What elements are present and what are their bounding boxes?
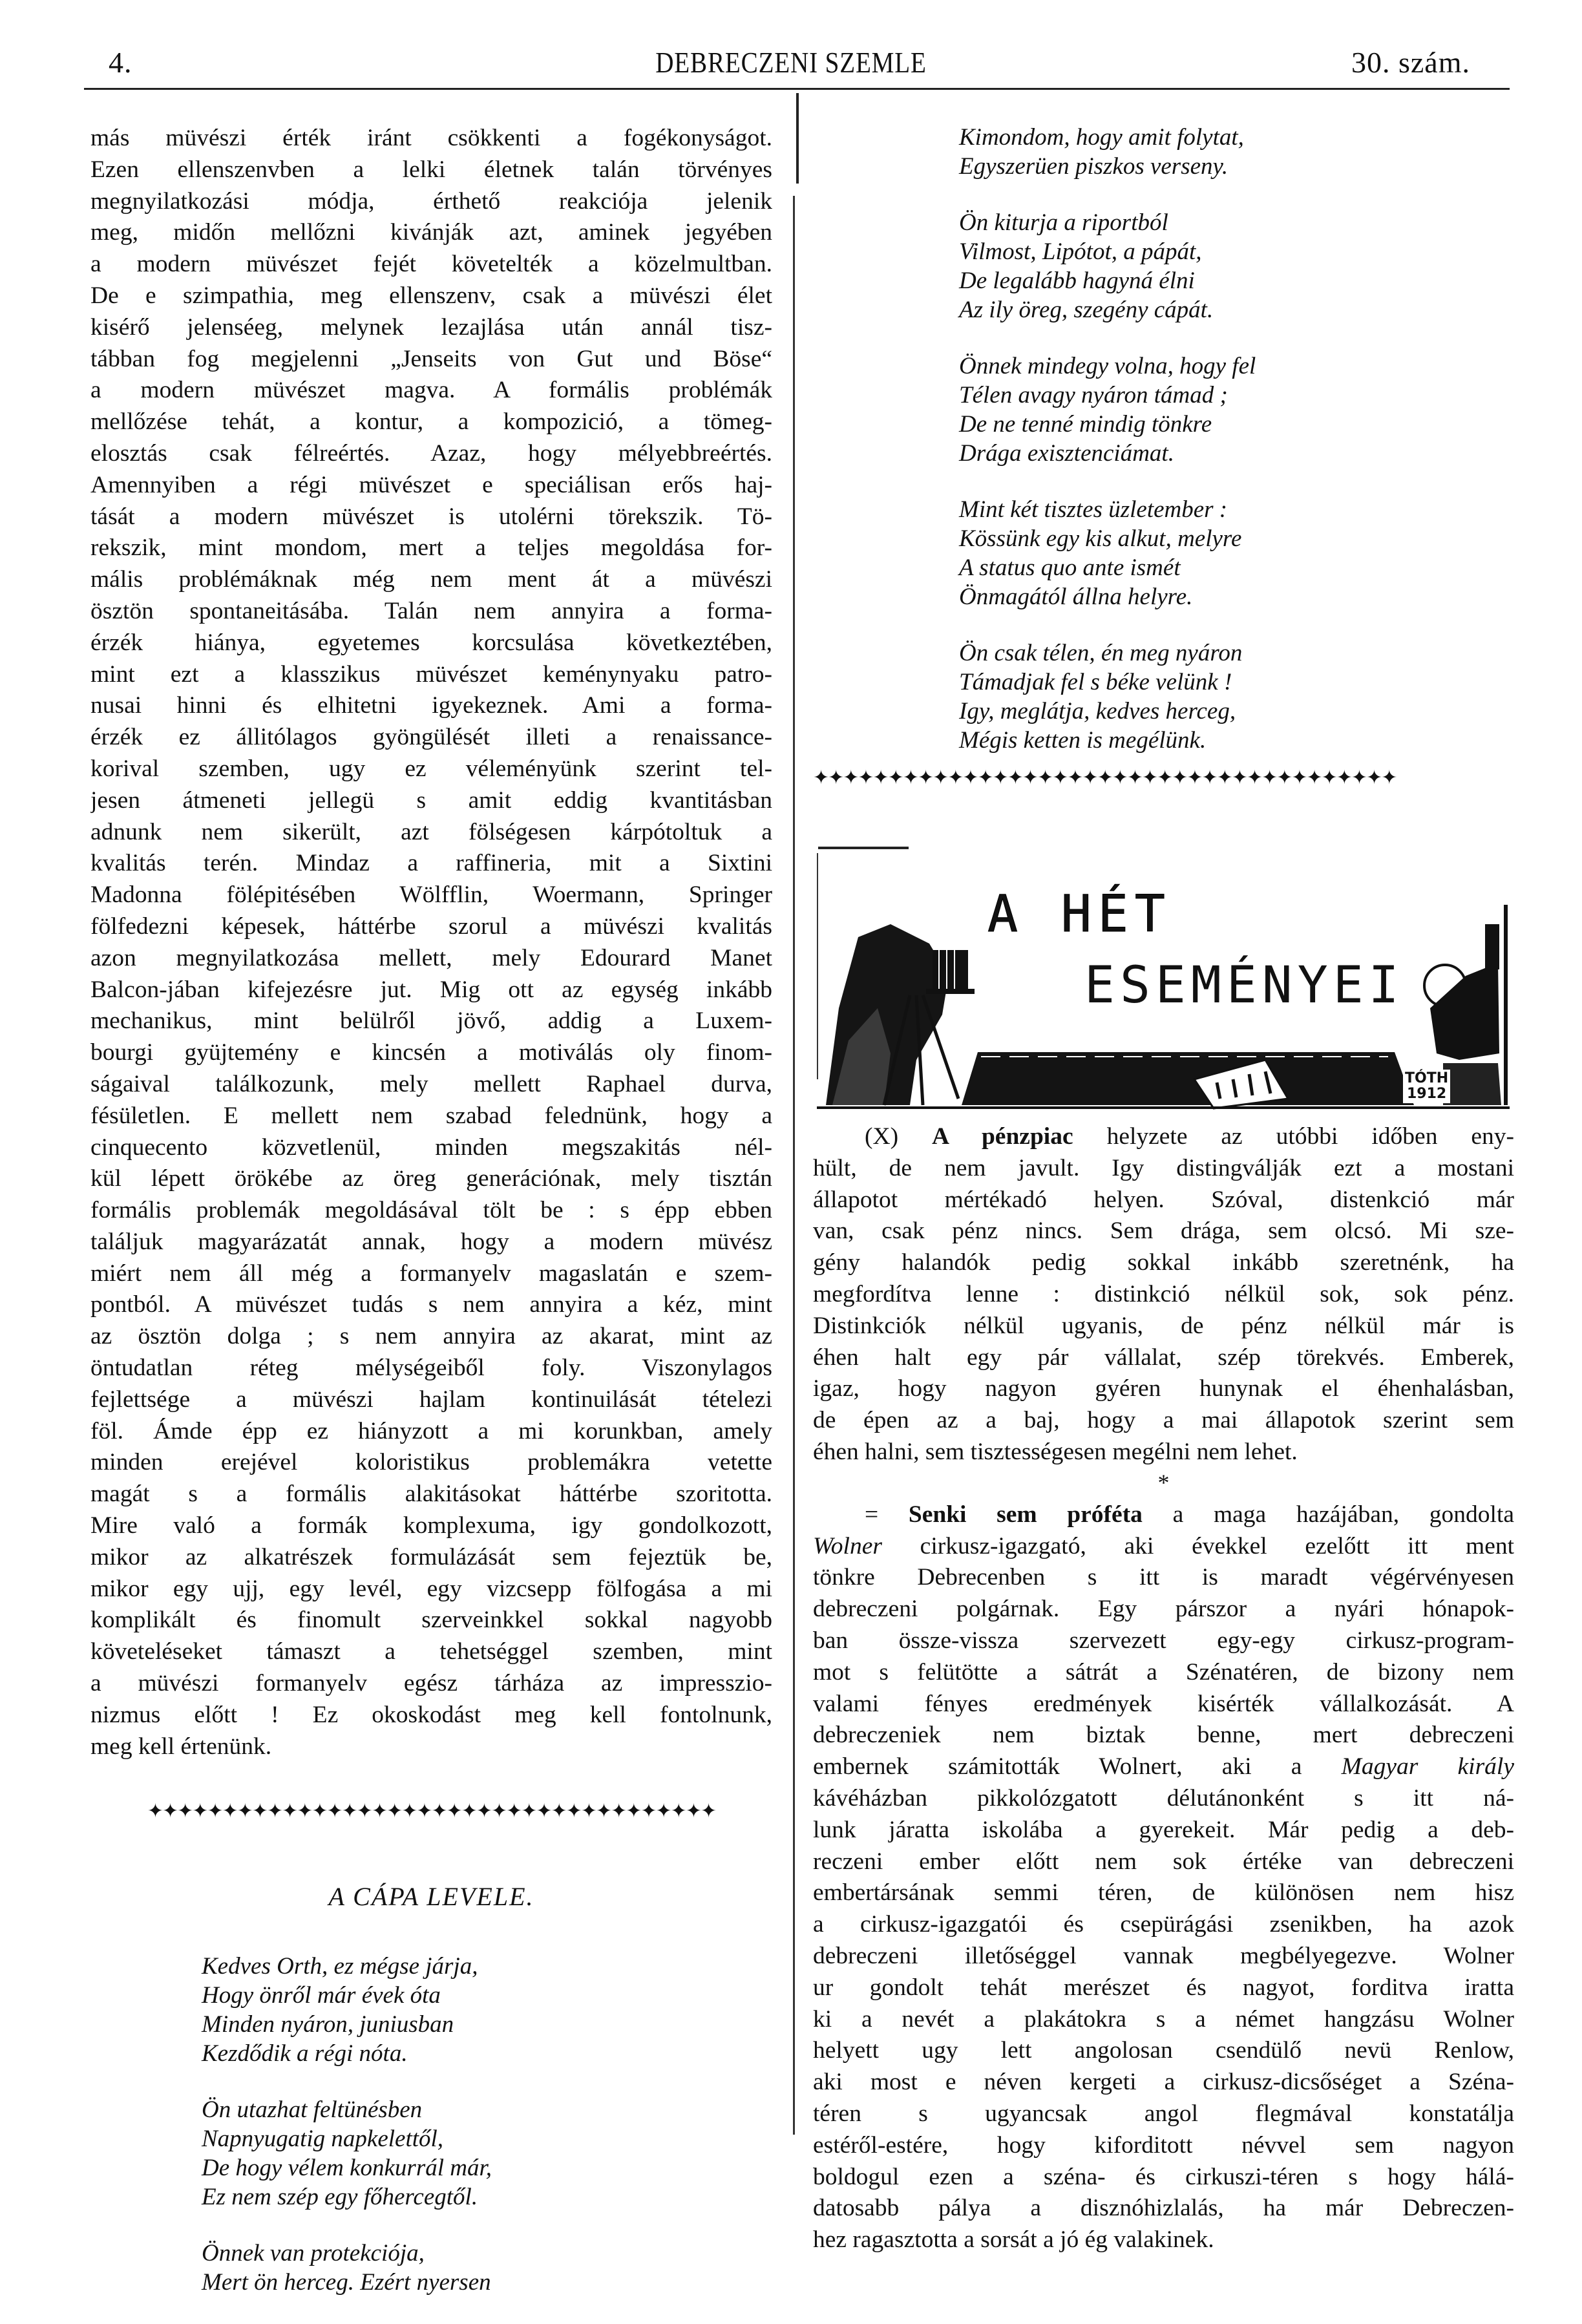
poem-line: Mint két tisztes üzletember : bbox=[959, 496, 1228, 523]
essay-line: mellőzése tehát, a kontur, a kompozició, a tömeg- bbox=[90, 408, 772, 436]
essay-line: mechanikus, mint belülről jövő, addig a Luxem- bbox=[90, 1008, 772, 1035]
item-text: cirkusz-igazgató, aki évekkel ezelőtt itt ment bbox=[920, 1532, 1514, 1559]
poem-line: De legalább hagyná élni bbox=[959, 268, 1195, 294]
essay-line: öntudatlan réteg mélységeiből foly. Viszonylagos bbox=[90, 1355, 772, 1382]
news-line: éhen halt egy pár vállalat, szép törekvés. Emberek, bbox=[813, 1344, 1514, 1371]
poem-line: De hogy vélem konkurrál már, bbox=[202, 2155, 492, 2182]
essay-text bbox=[90, 123, 772, 1762]
poem-line: Télen avagy nyáron támad ; bbox=[959, 382, 1228, 408]
essay-line: mikor egy ujj, egy levél, egy vizcsepp fölfogása a mi bbox=[90, 1575, 772, 1602]
poem-line: Önnek mindegy volna, hogy fel bbox=[959, 353, 1256, 379]
poem-line: Ez nem szép egy főhercegtől. bbox=[202, 2184, 478, 2211]
essay-line: ságaival találkozunk, mely mellett Raphael durva, bbox=[90, 1070, 772, 1097]
essay-line: ösztön spontaneitásába. Talán nem annyira a forma- bbox=[90, 597, 772, 624]
news-line: debreczeniek nem biztak benne, mert debreczeni bbox=[813, 1722, 1514, 1749]
essay-line: fölfedezni képesek, háttérbe szorul a müvészi kvalitás bbox=[90, 913, 772, 940]
news-line: tönkre Debrecenben s itt is maradt végérvényesen bbox=[813, 1564, 1514, 1591]
poem-line: Drága exisztenciámat. bbox=[959, 440, 1174, 467]
poem-line: Kössünk egy kis alkut, melyre bbox=[959, 525, 1242, 552]
item-text: embernek számitották Wolnert, aki a bbox=[813, 1753, 1302, 1780]
essay-line: Balcon-jában kifejezésre jut. Mig ott az egység inkább bbox=[90, 976, 772, 1003]
column-divider bbox=[796, 93, 799, 184]
poem-stanza bbox=[959, 639, 1514, 755]
news-line: éhen halni, sem tisztességesen megélni nem lehet. bbox=[813, 1438, 1298, 1465]
poem-line: De ne tenné mindig tönkre bbox=[959, 411, 1212, 438]
newspaper-title: DEBRECZENI SZEMLE bbox=[655, 46, 927, 79]
ornamental-divider: ✦✦✦✦✦✦✦✦✦✦✦✦✦✦✦✦✦✦✦✦✦✦✦✦✦✦✦✦✦✦✦✦✦✦✦✦✦✦ bbox=[147, 1801, 716, 1822]
poem-line: Vilmost, Lipótot, a pápát, bbox=[959, 238, 1202, 265]
news-line: embertársának semmi téren, de különösen nem hisz bbox=[813, 1879, 1514, 1907]
news-line: téren s ugyancsak angol flegmával konstatálja bbox=[813, 2100, 1514, 2127]
news-line: helyett ugy lett angolosan csendülő nevü Renlow, bbox=[813, 2037, 1514, 2064]
section-header-illustration bbox=[813, 847, 1514, 1118]
essay-line: a modern müvészet fejét követelték a közelmultban. bbox=[90, 251, 772, 278]
poem-line: Igy, meglátja, kedves herceg, bbox=[959, 698, 1236, 724]
essay-line: kvalitás terén. Mindaz a raffineria, mit a Sixtini bbox=[90, 850, 772, 877]
poem-line: Napnyugatig napkelettől, bbox=[202, 2126, 444, 2153]
poem-line: Hogy önről már évek óta bbox=[202, 1982, 441, 2009]
essay-line: Amennyiben a régi müvészet e speciálisan erős haj- bbox=[90, 471, 772, 498]
poem-stanza bbox=[959, 352, 1514, 468]
artist-signature bbox=[1403, 1070, 1450, 1103]
person-name: Wolner bbox=[813, 1532, 882, 1559]
news-line bbox=[813, 1121, 1514, 1153]
news-item-money-market bbox=[813, 1121, 1514, 1468]
news-item-wolner-circus bbox=[813, 1499, 1514, 2256]
essay-line: a müvészi formanyelv egész tárháza az impresszio- bbox=[90, 1670, 772, 1697]
column-divider bbox=[793, 196, 795, 2135]
essay-line: mális problémáknak még nem ment át a müvészi bbox=[90, 566, 772, 593]
cafe-name: Magyar király bbox=[1341, 1753, 1514, 1780]
essay-line: más müvészi érték iránt csökkenti a fogékonyságot. bbox=[90, 125, 772, 151]
essay-line: adnunk nem sikerült, azt fölségesen kárpótoltuk a bbox=[90, 818, 772, 845]
essay-line: Ezen ellenszenvben a lelki életnek talán törvényes bbox=[90, 156, 772, 183]
essay-line: kül lépett örökébe az öreg generációnak, mely tisztán bbox=[90, 1165, 772, 1192]
essay-line: kisérő jelenséeg, melynek lezajlása után annál tisz- bbox=[90, 313, 772, 341]
essay-line: tábban fog megjelenni „Jenseits von Gut und Böse“ bbox=[90, 345, 772, 372]
news-items bbox=[813, 1121, 1514, 2256]
issue-number: 30. szám. bbox=[1351, 46, 1470, 79]
essay-line: fejlettsége a müvészi hajlam kontinuilását tételezi bbox=[90, 1386, 772, 1413]
item-headline: Senki sem próféta bbox=[908, 1501, 1143, 1528]
essay-line: minden erejével koloristikus problemákra vetette bbox=[90, 1449, 772, 1476]
poem-stanza bbox=[959, 208, 1514, 324]
poem-line: Mert ön herceg. Ezért nyersen bbox=[202, 2269, 491, 2296]
essay-line: a modern müvészet magva. A formális problémák bbox=[90, 377, 772, 404]
essay-line: formális problemák megoldásával tölt be : s épp ebben bbox=[90, 1197, 772, 1224]
news-line: estéről-estére, hogy kiforditott névvel sem nagyon bbox=[813, 2131, 1514, 2159]
poem-stanza bbox=[959, 495, 1514, 611]
poem-line: Kezdődik a régi nóta. bbox=[202, 2040, 408, 2067]
news-line: ban össze-vissza szervezett egy-egy cirkusz-program- bbox=[813, 1627, 1514, 1654]
news-line: debreczeni illetőséggel vannak megbélyegezve. Wolner bbox=[813, 1942, 1514, 1969]
page-number: 4. bbox=[109, 46, 132, 79]
essay-line: De e szimpathia, meg ellenszenv, csak a müvészi élet bbox=[90, 282, 772, 309]
poem-line: Az ily öreg, szegény cápát. bbox=[959, 297, 1214, 323]
essay-line: megnyilatkozási módja, érthető reakciója jelenik bbox=[90, 187, 772, 215]
news-line: valami fényes eredmények kisérték vállalkozását. A bbox=[813, 1690, 1514, 1717]
essay-line: cinquecento közvetlenül, minden megszakitás nél- bbox=[90, 1134, 772, 1161]
news-line: kávéházban pikkolózgatott délutánonként s itt ná- bbox=[813, 1784, 1514, 1812]
poem-line: Ön kiturja a riportból bbox=[959, 209, 1168, 236]
news-line: van, csak pénz nincs. Sem drága, sem olcsó. Mi sze- bbox=[813, 1218, 1514, 1245]
essay-line: pontból. A müvészet tudás s nem annyira a kéz, mint bbox=[90, 1291, 772, 1318]
right-column bbox=[813, 123, 1514, 791]
news-line: debreczeni polgárnak. Egy párszor a nyári hónapok- bbox=[813, 1596, 1514, 1623]
essay-line: Madonna fölépitésében Wölfflin, Woermann, Springer bbox=[90, 882, 772, 909]
essay-line: érzék hiánya, egyetemes korcsulása következtében, bbox=[90, 629, 772, 656]
item-text: a maga hazájában, gondolta bbox=[1172, 1501, 1514, 1528]
news-line: boldogul ezen a széna- és cirkuszi-téren s hogy hálá- bbox=[813, 2163, 1514, 2190]
essay-line: komplikált és finomult szerveinkkel sokkal nagyobb bbox=[90, 1607, 772, 1634]
poem-line: Ön utazhat feltünésben bbox=[202, 2097, 423, 2124]
item-headline: A pénzpiac bbox=[932, 1123, 1073, 1150]
essay-line: érzék ez állitólagos gyöngülését illeti a renaissance- bbox=[90, 724, 772, 751]
poem-line: Kedves Orth, ez mégse járja, bbox=[202, 1953, 478, 1980]
item-separator: * bbox=[1157, 1469, 1170, 1495]
news-line: ur gondolt tehát merészet és nagyot, forditva iratta bbox=[813, 1974, 1514, 2001]
essay-line: miért nem áll még a formanyelv magaslatán e szem- bbox=[90, 1260, 772, 1287]
item-text: helyzete az utóbbi időben eny- bbox=[1106, 1123, 1514, 1150]
essay-line: követeléseket támaszt a tehetséggel szemben, mint bbox=[90, 1638, 772, 1665]
poem-verses bbox=[90, 1952, 772, 2297]
poem-line: Önnek van protekciója, bbox=[202, 2240, 425, 2267]
masthead bbox=[83, 40, 1499, 85]
item-prefix: = bbox=[865, 1501, 879, 1528]
essay-line: nizmus előtt ! Ez okoskodást meg kell fontolnunk, bbox=[90, 1701, 772, 1728]
essay-line: Mire való a formák komplexuma, igy gondolkozott, bbox=[90, 1512, 772, 1539]
news-line: hez ragasztotta a sorsát a jó ég valakinek. bbox=[813, 2226, 1214, 2254]
news-line: reczeni ember előtt nem sok értéke van debreczeni bbox=[813, 1848, 1514, 1875]
essay-line: fésületlen. E mellett nem szabad felednünk, hogy a bbox=[90, 1102, 772, 1129]
news-line: Distinkciók nélkül ugyanis, de pénz nélkül már is bbox=[813, 1312, 1514, 1339]
poem-line: Támadjak fel s béke velünk ! bbox=[959, 669, 1232, 695]
news-line: mot s felütötte a sátrát a Szénatéren, de bizony nem bbox=[813, 1658, 1514, 1685]
poem-continued-verses bbox=[813, 123, 1514, 755]
poem-stanza bbox=[202, 2239, 772, 2297]
left-column bbox=[90, 123, 772, 2324]
essay-line: elosztás csak félreértés. Azaz, hogy mélyebbreértés. bbox=[90, 439, 772, 467]
news-line bbox=[813, 1531, 1514, 1563]
essay-line: az ösztön dolga ; s nem annyira az akarat, mint az bbox=[90, 1323, 772, 1350]
section-title-line2: ESEMÉNYEI bbox=[1084, 956, 1404, 1015]
essay-line: tását a modern müvészet is utolérni törekszik. Tö- bbox=[90, 503, 772, 530]
essay-line: mikor az alkatrészek formulázását sem fejeztük be, bbox=[90, 1543, 772, 1570]
news-line: igaz, hogy nagyon gyéren hunynak el éhenhalásban, bbox=[813, 1375, 1514, 1402]
news-line: gény halandók pedig sokkal inkább szeretnénk, ha bbox=[813, 1249, 1514, 1276]
essay-line: találjuk magyarázatát annak, hogy a modern müvész bbox=[90, 1228, 772, 1255]
essay-line: jesen átmeneti jellegü s amit eddig kvantitásban bbox=[90, 787, 772, 814]
essay-line: föl. Ámde épp ez hiányzott a mi korunkban, amely bbox=[90, 1417, 772, 1444]
poem-line: Mégis ketten is megélünk. bbox=[959, 727, 1207, 754]
essay-line: bourgi gyüjtemény e kincsén a motiválás oly finom- bbox=[90, 1039, 772, 1066]
news-line: megfordítva lenne : distinkció nélkül sok, sok pénz. bbox=[813, 1280, 1514, 1307]
poem-line: Önmagától állna helyre. bbox=[959, 584, 1193, 610]
essay-line: korival szemben, ugy ez véleményünk szerint tel- bbox=[90, 755, 772, 782]
essay-line: magát s a formális alakitásokat háttérbe szoritotta. bbox=[90, 1481, 772, 1508]
news-line: a cirkusz-igazgatói és csepürágási zsenikben, ha azok bbox=[813, 1911, 1514, 1938]
essay-line: meg, midőn mellőzni kivánják azt, aminek jegyében bbox=[90, 219, 772, 246]
news-line: ki a nevét a plakátokra s a német hangzásu Wolner bbox=[813, 2005, 1514, 2033]
poem-line: A status quo ante ismét bbox=[959, 555, 1181, 581]
news-line: aki most e néven kergeti a cirkusz-dicsőséget a Széna- bbox=[813, 2069, 1514, 2096]
news-line: lunk járatta iskolába a gyerekeit. Már pedig a deb- bbox=[813, 1816, 1514, 1843]
artist-year: 1912 bbox=[1406, 1086, 1447, 1102]
news-line bbox=[813, 1499, 1514, 1531]
section-title-line1: A HÉT bbox=[987, 885, 1172, 944]
news-line bbox=[813, 1751, 1514, 1783]
header-rule bbox=[84, 88, 1510, 90]
item-prefix: (X) bbox=[865, 1123, 899, 1150]
essay-line: nusai hinni és elhitetni igyekeznek. Ami a forma- bbox=[90, 692, 772, 719]
news-line: hült, de nem javult. Igy distingválják ezt a mostani bbox=[813, 1154, 1514, 1181]
essay-line: meg kell értenünk. bbox=[90, 1733, 272, 1760]
poem-line: Egyszerüen piszkos verseny. bbox=[959, 153, 1229, 180]
news-line: állapotot mértékadó helyen. Szóval, distenkció már bbox=[813, 1186, 1514, 1213]
poem-line: Minden nyáron, juniusban bbox=[202, 2011, 454, 2038]
news-line: datosabb pálya a disznóhizlalás, ha már Debreczen- bbox=[813, 2195, 1514, 2222]
poem-title: A CÁPA LEVELE. bbox=[328, 1882, 534, 1912]
poem-stanza bbox=[202, 2095, 772, 2212]
essay-line: azon megnyilatkozása mellett, mely Edourard Manet bbox=[90, 944, 772, 971]
poem-line: Kimondom, hogy amit folytat, bbox=[959, 124, 1244, 151]
artist-name: TÓTH bbox=[1405, 1070, 1449, 1086]
ornamental-divider: ✦✦✦✦✦✦✦✦✦✦✦✦✦✦✦✦✦✦✦✦✦✦✦✦✦✦✦✦✦✦✦✦✦✦✦✦✦✦✦ bbox=[813, 767, 1397, 788]
essay-line: mint ezt a klasszikus müvészet keménynyaku patro- bbox=[90, 660, 772, 688]
news-line: de épen az a baj, hogy a mai állapotok szerint sem bbox=[813, 1407, 1514, 1434]
poem-stanza bbox=[959, 123, 1514, 181]
poem-stanza bbox=[202, 1952, 772, 2068]
essay-line: rekszik, mint mondom, mert a teljes megoldása for- bbox=[90, 534, 772, 562]
poem-line: Ön csak télen, én meg nyáron bbox=[959, 640, 1243, 666]
